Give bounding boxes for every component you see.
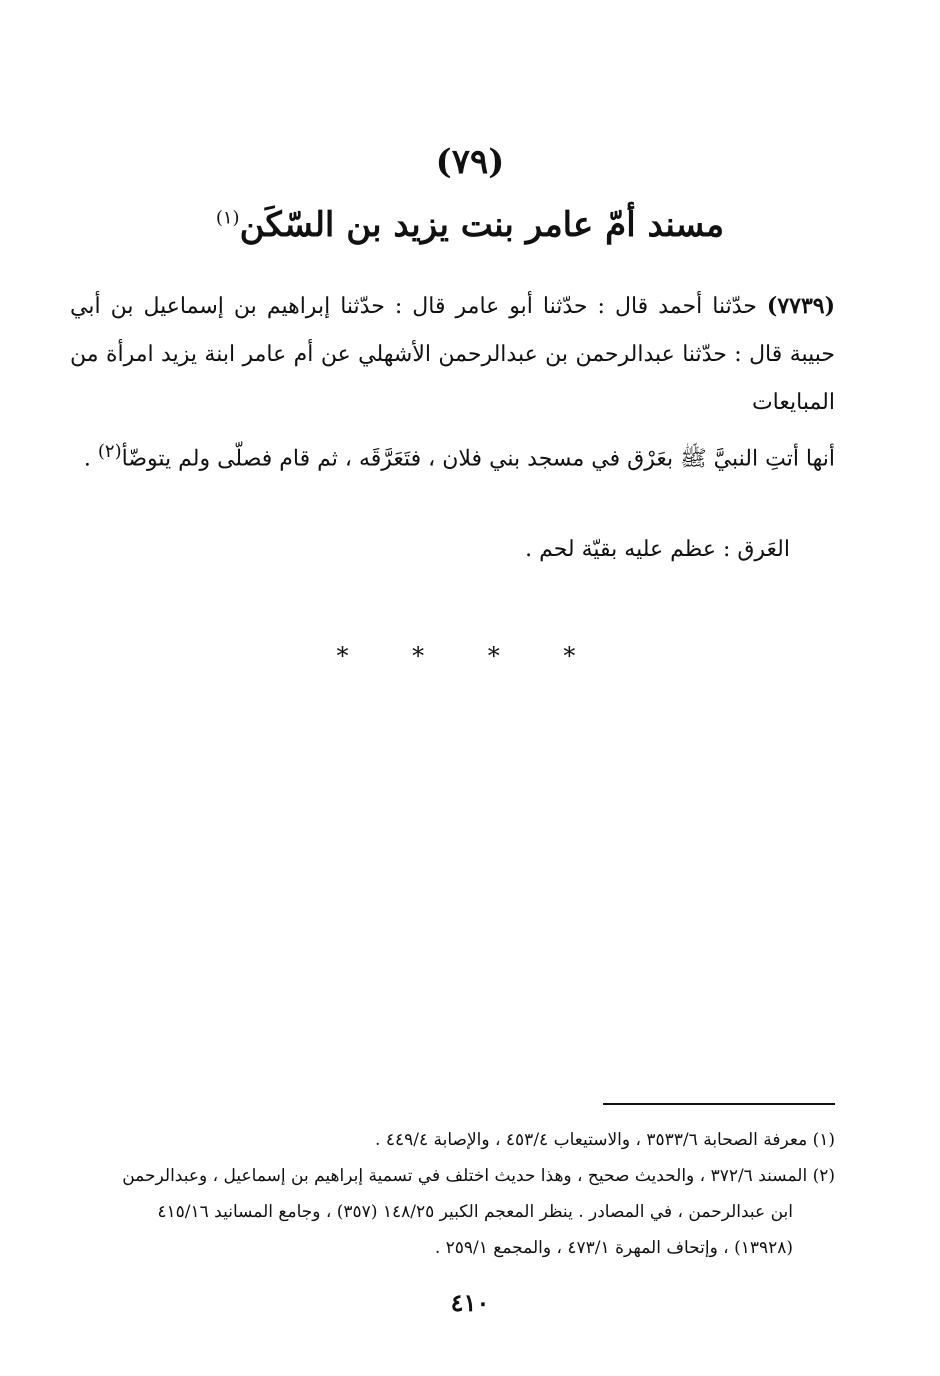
footnote-line: (١٣٩٢٨) ، وإتحاف المهرة ٤٧٣/١ ، والمجمع ٢٥٩/١ . (434, 1238, 793, 1258)
footnote-line: ابن عبدالرحمن ، في المصادر . ينظر المعجم الكبير ١٤٨/٢٥ (٣٥٧) ، وجامع المسانيد ٤١٥/١٦ (157, 1202, 793, 1222)
footnotes (70, 1122, 835, 1266)
chapter-title-text: مسند أمّ عامر بنت يزيد بن السّكَن (239, 205, 725, 245)
footnote-1 (70, 1122, 835, 1158)
footnote-line: (١) معرفة الصحابة ٣٥٣٣/٦ ، والاستيعاب ٤٥٣/٤ ، والإصابة ٤٤٩/٤ . (375, 1130, 835, 1150)
word-gloss: العَرق : عظم عليه بقيّة لحم . (525, 537, 790, 562)
matn-text: أنها أتتِ النبيَّ ﷺ بعَرْق في مسجد بني فلان ، فتَعَرَّقَه ، ثم قام فصلّى ولم يتوضّأ (121, 446, 835, 472)
footnote-line: (٢) المسند ٣٧٢/٦ ، والحديث صحيح ، وهذا حديث اختلف في تسمية إبراهيم بن إسماعيل ، وعبدالرحمن (122, 1166, 835, 1186)
isnad-text: حدّثنا أحمد قال : حدّثنا أبو عامر قال : حدّثنا إبراهيم بن إسماعيل بن أبي حبيبة قال : حدّثنا عبدالرحمن بن عبدالرحمن الأشهلي عن أم عامر ابنة يزيد امرأة من المبايعات (70, 294, 835, 415)
hadith-number: (٧٧٣٩) (766, 293, 835, 319)
title-footnote-marker: (١) (215, 207, 240, 229)
footnote-2 (70, 1158, 835, 1266)
footnote-rule (603, 1103, 835, 1105)
hadith-matn (70, 428, 835, 483)
matn-footnote-marker: (٢) (97, 441, 122, 462)
chapter-number: (٧٩) (435, 142, 505, 182)
page-number: ٤١٠ (450, 1288, 490, 1317)
matn-end: . (83, 446, 98, 472)
section-separator: * * * * (336, 642, 604, 670)
hadith-isnad (70, 282, 835, 427)
chapter-title (0, 205, 940, 245)
